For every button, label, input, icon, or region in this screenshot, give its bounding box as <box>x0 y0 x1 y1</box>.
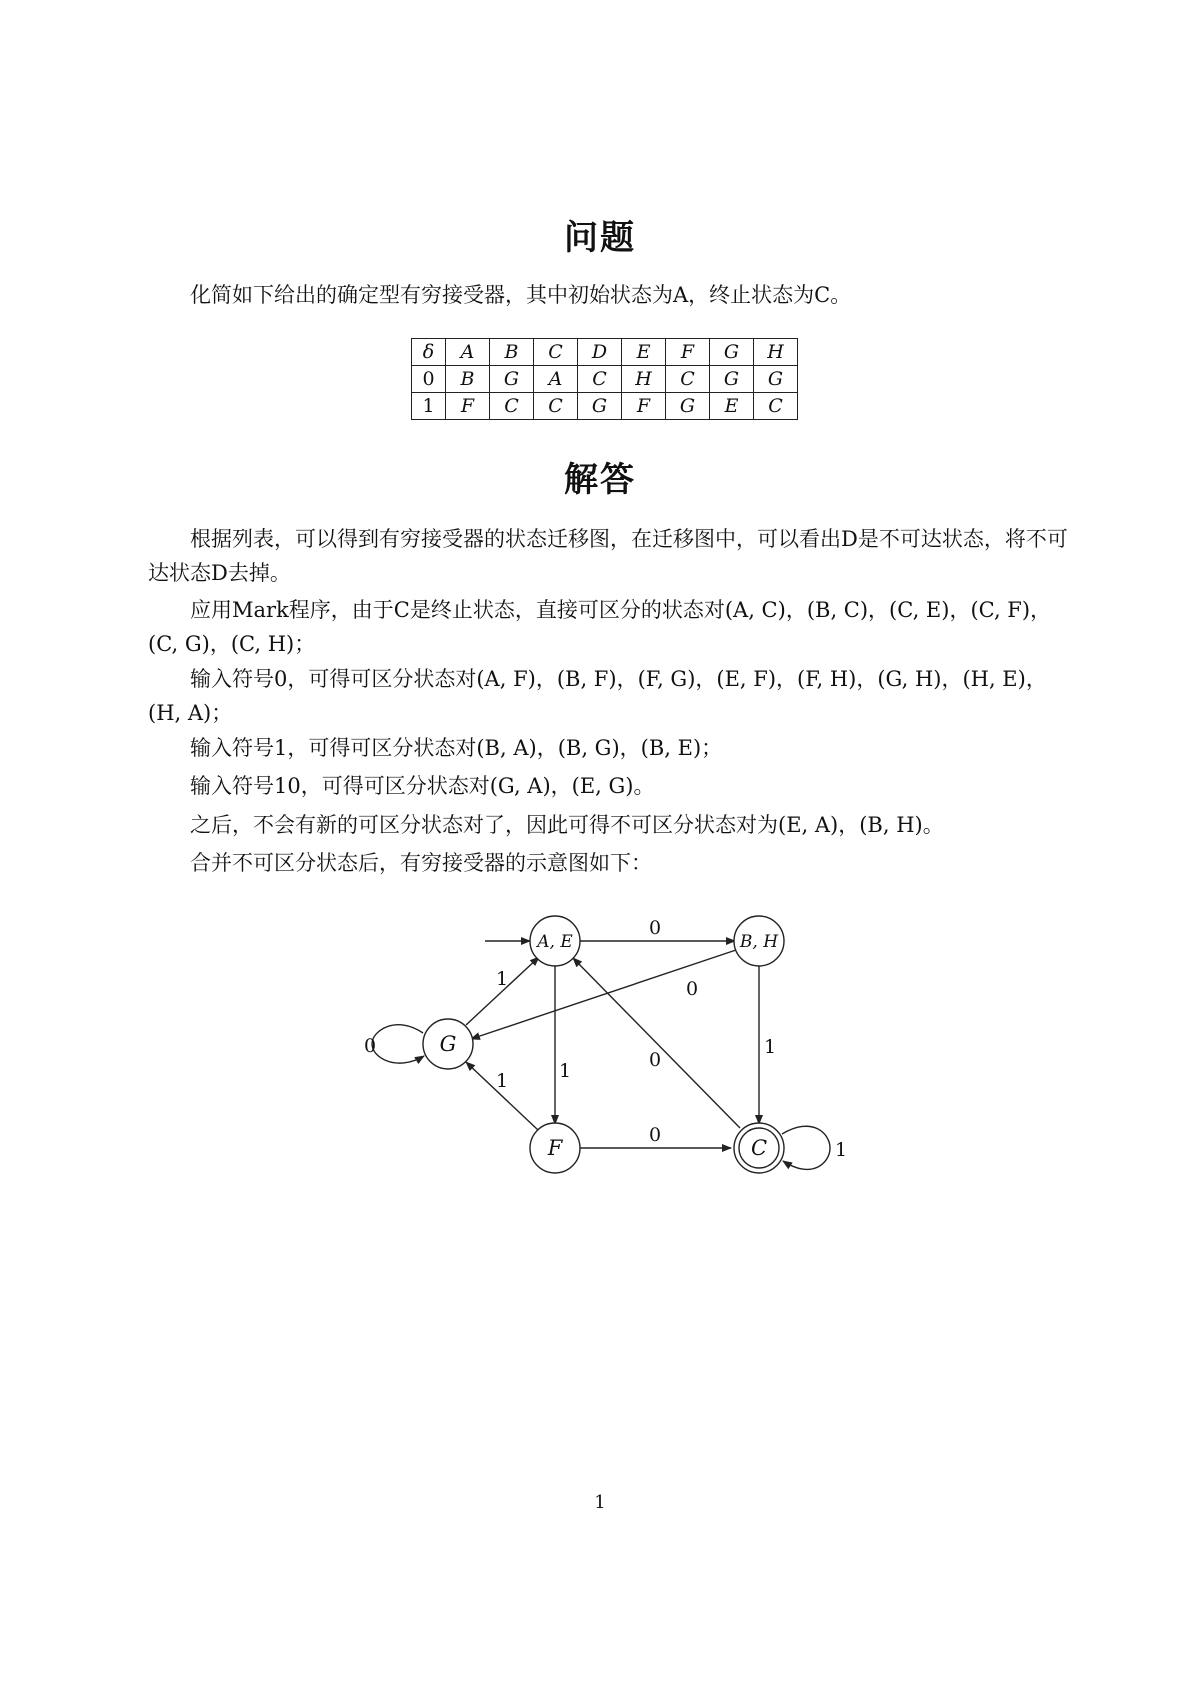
table-cell: δ <box>412 339 446 366</box>
table-cell: A <box>534 366 578 393</box>
problem-title: 问题 <box>564 218 636 258</box>
table-cell: G <box>710 366 754 393</box>
label-f-c: 0 <box>648 1124 662 1146</box>
state-label-c: C <box>750 1136 768 1160</box>
table-cell: G <box>754 366 798 393</box>
page-number: 1 <box>594 1492 606 1513</box>
label-ae-bh: 0 <box>648 917 662 939</box>
state-label-g: G <box>439 1032 457 1056</box>
self-loop-g <box>372 1025 424 1063</box>
table-cell: C <box>666 366 710 393</box>
state-label-f: F <box>547 1136 563 1160</box>
label-c-c: 1 <box>834 1139 848 1161</box>
table-cell: E <box>710 393 754 420</box>
label-c-ae: 0 <box>648 1049 662 1071</box>
table-cell: A <box>446 339 490 366</box>
table-cell: G <box>666 393 710 420</box>
solution-paragraph: 输入符号1，可得可区分状态对(B, A)，(B, G)，(B, E)； <box>190 736 723 760</box>
solution-paragraph: 输入符号10，可得可区分状态对(G, A)，(E, G)。 <box>190 774 655 798</box>
self-loop-c <box>782 1126 830 1169</box>
table-cell: C <box>534 393 578 420</box>
label-ae-f: 1 <box>558 1060 572 1082</box>
table-cell: C <box>534 339 578 366</box>
solution-paragraph: 合并不可区分状态后，有穷接受器的示意图如下： <box>190 851 652 875</box>
table-cell: G <box>710 339 754 366</box>
state-label-bh: B, H <box>739 932 779 952</box>
state-label-ae: A, E <box>537 932 573 952</box>
table-cell: F <box>666 339 710 366</box>
solution-paragraph: 输入符号0，可得可区分状态对(A, F)，(B, F)，(F, G)，(E, F)，(F, H)，(G, H)，(H, E)，(H, A)； <box>148 667 1047 725</box>
table-cell: 1 <box>412 393 446 420</box>
table-cell: B <box>446 366 490 393</box>
table-cell: E <box>622 339 666 366</box>
solution-paragraph: 应用Mark程序，由于C是终止状态，直接可区分的状态对(A, C)，(B, C)，(C, E)，(C, F)，(C, G)，(C, H)； <box>148 598 1052 656</box>
table-cell: F <box>446 393 490 420</box>
label-bh-g: 0 <box>685 978 699 1000</box>
table-cell: F <box>622 393 666 420</box>
table-cell: C <box>754 393 798 420</box>
label-bh-c: 1 <box>763 1036 777 1058</box>
table-cell: 0 <box>412 366 446 393</box>
label-f-g: 1 <box>495 1070 509 1092</box>
table-cell: B <box>490 339 534 366</box>
solution-paragraph: 根据列表，可以得到有穷接受器的状态迁移图，在迁移图中，可以看出D是不可达状态，将不可达状态D去掉。 <box>148 527 1068 585</box>
table-cell: G <box>490 366 534 393</box>
solution-title: 解答 <box>564 460 636 500</box>
table-cell: H <box>622 366 666 393</box>
solution-paragraph: 之后，不会有新的可区分状态对了，因此可得不可区分状态对为(E, A)，(B, H)。 <box>190 813 944 837</box>
label-g-ae: 1 <box>495 968 509 990</box>
table-cell: D <box>578 339 622 366</box>
transition-bh-g <box>471 949 739 1039</box>
table-cell: C <box>490 393 534 420</box>
transition-c-ae <box>573 958 740 1128</box>
table-cell: C <box>578 366 622 393</box>
problem-statement: 化简如下给出的确定型有穷接受器，其中初始状态为A，终止状态为C。 <box>190 283 852 307</box>
table-cell: H <box>754 339 798 366</box>
label-g-g: 0 <box>363 1035 377 1057</box>
table-cell: G <box>578 393 622 420</box>
